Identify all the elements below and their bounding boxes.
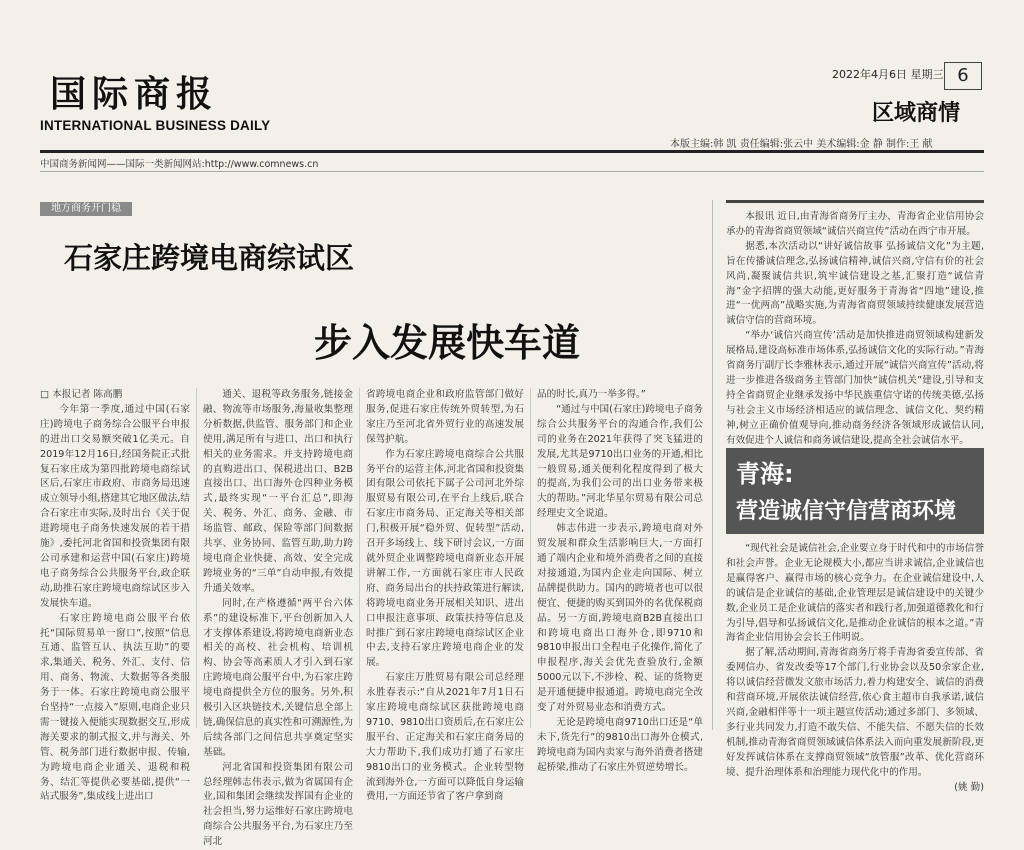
article-column-4 — [537, 388, 703, 773]
right-column-rule — [726, 200, 984, 203]
paragraph: 本报讯 近日,由青海省商务厅主办、青海省企业信用协会承办的青海省商贸领域“诚信兴商宣传”活动在西宁市开展。 — [726, 211, 984, 237]
paragraph: “通过与中国(石家庄)跨境电子商务综合公共服务平台的沟通合作,我们公司的业务在2021年获得了突飞猛进的发展,尤其是9710出口业务的开通,相比一般贸易,通关便利化程度得到了极大的提高,为我们公司的出口业务带来极大的帮助。”河北华星尔贸易有限公司总经理史文全说道。 — [537, 403, 703, 520]
paragraph: 品的时长,真乃一举多得。” — [537, 389, 646, 400]
byline: □ 本报记者 陈高鹏 — [40, 389, 123, 400]
article-author: (姚 勤) — [954, 781, 984, 793]
right-headline-line-1: 青海: — [736, 460, 794, 488]
paragraph: 通关、退税等政务服务,链接金融、物流等市场服务,海量收集整理分析数据,供监管、服务部门和企业使用,满足所有与进口、出口和执行相关的业务需求。并支持跨境电商的直购进出口、保税进出口、B2B直接出口、出口海外仓四种业务模式,最终实现“一平台汇总”,即海关、税务、外汇、商务、金融、市场监管、邮政、保险等部门间数据共享、业务协同、监管互助,助力跨境电商企业快捷、高效、安全完成跨境业务的“三单”自动申报,有效提升通关效率。 — [203, 389, 353, 594]
column-tag: 地方商务开门稳 — [40, 202, 132, 216]
section-title: 区域商情 — [872, 101, 961, 126]
headline-line-1: 石家庄跨境电商综试区 — [64, 241, 355, 275]
right-article-body — [726, 542, 984, 793]
newspaper-logo-english: INTERNATIONAL BUSINESS DAILY — [40, 118, 271, 133]
paragraph: 省跨境电商企业和政府监管部门做好服务,促进石家庄传统外贸转型,为石家庄乃至河北省外贸行业的高速发展保驾护航。 — [366, 389, 524, 445]
paragraph: 同时,在产格遵循“两平台六体系”的建设标准下,平台创新加入人才支撑体系建设,将跨境电商新业态相关的高校、社会机构、培训机构、协会等高素质人才引入到石家庄跨境电商公服平台中,为石家庄跨境电商提供全方位的服务。另外,积极引入区块链技术,关键信息全部上链,确保信息的真实性和可溯源性,为后续各部门之间信息共享奠定坚实基础。 — [203, 597, 354, 758]
masthead-rule — [40, 150, 984, 153]
paragraph: 作为石家庄跨境电商综合公共服务平台的运营主体,河北省国和投资集团有限公司依托下属子公司河北外综服贸易有限公司,在平台上线后,联合石家庄市商务局、正定海关等相关部门,积极开展“稳外贸、促转型”活动,召开多场线上、线下研讨会议,一方面就外贸企业调整跨境电商新业态开展讲解工作,一方面就石家庄市人民政府、商务局出台的扶持政策进行解读,将跨境电商业务开展相关知识、进出口申报注意事项、政策扶持等信息及时推广到石家庄跨境电商综试区企业中去,支持石家庄跨境电商企业的发展。 — [366, 448, 524, 669]
column-divider — [359, 388, 360, 728]
header-divider — [40, 171, 984, 172]
article-column-3 — [366, 388, 524, 803]
vertical-separator — [712, 200, 713, 730]
article-column-2 — [203, 388, 354, 848]
website-line: 中国商务新闻网——国际一类新闻网站:http://www.comnews.cn — [40, 159, 319, 170]
paragraph: “举办‘诚信兴商宣传’活动是加快推进商贸领域构建新发展格局,建设高标准市场体系,弘扬诚信文化的实际行动。”青海省商务厅副厅长李雅林表示,通过开展“诚信兴商宣传”活动,将进一步推进各级商务主管部门加快“诚信机关”建设,引导和支持全省商贸企业继承发扬中华民族重信守诺的传统美德,弘扬与社会主义市场经济相适应的诚信理念、诚信文化、契约精神,树立正确价值观导向,推动商务经济各领域形成诚信认同,有效促进个人诚信和商务诚信建设,提高全社会诚信水平。 — [726, 330, 984, 446]
headline-line-2: 步入发展快车道 — [314, 321, 581, 365]
editor-credits: 本版主编:韩 凯 责任编辑:张云中 美术编辑:金 静 制作:王 献 — [670, 139, 933, 150]
paragraph: 石家庄万胜贸易有限公司总经理永胜春表示:“自从2021年7月1日石家庄跨境电商综试区获批跨境电商9710、9810出口资质后,在石家庄公服平台、正定海关和石家庄商务局的大力帮助下,我们成功打通了石家庄9810出口的业务模式。企业转型物流到海外仓,一方面可以降低自身运输费用,一方面还节省了客户拿到商 — [366, 672, 524, 803]
paragraph: 无论是跨境电商9710出口还是“单未下,货先行”的9810出口海外仓模式,跨境电商为国内卖家与海外消费者搭建起桥梁,推动了石家庄外贸逆势增长。 — [537, 716, 703, 773]
paragraph: 据悉,本次活动以“讲好诚信故事 弘扬诚信文化”为主题,旨在传播诚信理念,弘扬诚信精神,诚信兴商,守信有价的社会风尚,凝聚诚信共识,筑牢诚信建设之基,汇聚打造“诚信青海”金字招牌的强大动能,更好服务于青海省“四地”建设,推进“一优两高”战略实施,为青海省商贸领域持续健康发展营造诚信守信的营商环境。 — [726, 240, 984, 327]
right-headline-line-2: 营造诚信守信营商环境 — [736, 499, 957, 524]
paragraph: 韩志伟进一步表示,跨境电商对外贸发展和群众生活影响巨大,一方面打通了端内企业和境外消费者之间的直接对接通道,为国内企业走向国际、树立品牌提供助力。国内的跨境者也可以很便宜、便捷的购买到国外的名优保税商品。另一方面,跨境电商B2B直接出口和跨境电商出口海外仓,即9710和9810申报出口全程电子化操作,简化了申报程序,海关会优先查验放行,金额5000元以下,不涉检、税、证的货物更是开通便捷申报通道。跨境电商完全改变了对外贸易业态和消费方式。 — [537, 523, 703, 714]
issue-date: 2022年4月6日 星期三 — [832, 68, 944, 81]
right-headline-box — [726, 448, 984, 534]
column-divider — [530, 388, 531, 728]
newspaper-logo: 国际商报 — [50, 73, 219, 115]
paragraph: 石家庄跨境电商公服平台依托“国际贸易单一窗口”,按照“信息互通、监管互认、执法互助”的要求,集通关、税务、外汇、支付、信用、商务、物流、大数据等各类服务于一体。石家庄跨境电商公服平台坚持“一点接入”原则,电商企业只需一键接入便能实现数据交互,形成海关要求的制式报文,并与海关、外管、税务部门进行数据申报、传输,为跨境电商企业通关、退税和税务、结汇等提供必要基础,提供“一站式服务”,集成线上进出口 — [40, 612, 190, 803]
paragraph: “现代社会是诚信社会,企业要立身于时代和中的市场信誉和社会声誉。企业无论规模大小,都应当讲求诚信,企业诚信也是赢得客户、赢得市场的核心竞争力。在企业诚信建设中,人的诚信是企业诚信的基础,企业管理层是诚信建设中的关键少数,企业员工是企业诚信的落实者和践行者,加强道德教化和行为引导,倡导和弘扬诚信文化,是推动企业诚信的根本之道。”青海省企业信用协会会长王伟明说。 — [726, 543, 984, 644]
column-divider — [196, 388, 197, 728]
paragraph: 据了解,活动期间,青海省商务厅将手青海省委宣传部、省委网信办、省发改委等17个部门,行业协会以及50余家企业,将以诚信经营微发文旅市场活力,着力构建安全、诚信的消费和营商环境,开展依法诚信经营,依心食主超市自我承诺,诚信兴商,金融相伴等十一项主题宣传活动;通过多部门、多领域、多行业共同发力,打造不敢失信、不能失信、不愿失信的长效机制,推动青海省商贸领域诚信体系法入而向重发展新阶段,更好发挥诚信体系在支撑商贸领域“放管服”改革、优化营商环境、提升治理体系和治理能力现代化中的作用。 — [726, 647, 984, 778]
page-number: 6 — [944, 62, 982, 90]
paragraph: 河北省国和投资集团有限公司总经理韩志伟表示,做为省属国有企业,国和集团会继续发挥国有企业的社会担当,努力运维好石家庄跨境电商综合公共服务平台,为石家庄乃至河北 — [203, 761, 353, 848]
right-article-lead — [726, 210, 984, 446]
paragraph: 今年第一季度,通过中国(石家庄)跨境电子商务综合公服平台申报的进出口交易额突破1亿美元。自2019年12月16日,经国务院正式批复石家庄成为第四批跨境电商综试区后,石家庄市政府、市商务局迅速成立领导小组,搭建其它地区做法,结合石家庄市实际,及时出台《关于促进跨境电子商务快速发展的若干措施》,委托河北省国和投资集团有限公司承建和运营中国(石家庄)跨境电子商务综合公共服务平台,政企联动,助推石家庄跨境电商综试区步入发展快车道。 — [40, 403, 191, 609]
article-column-1 — [40, 388, 191, 803]
